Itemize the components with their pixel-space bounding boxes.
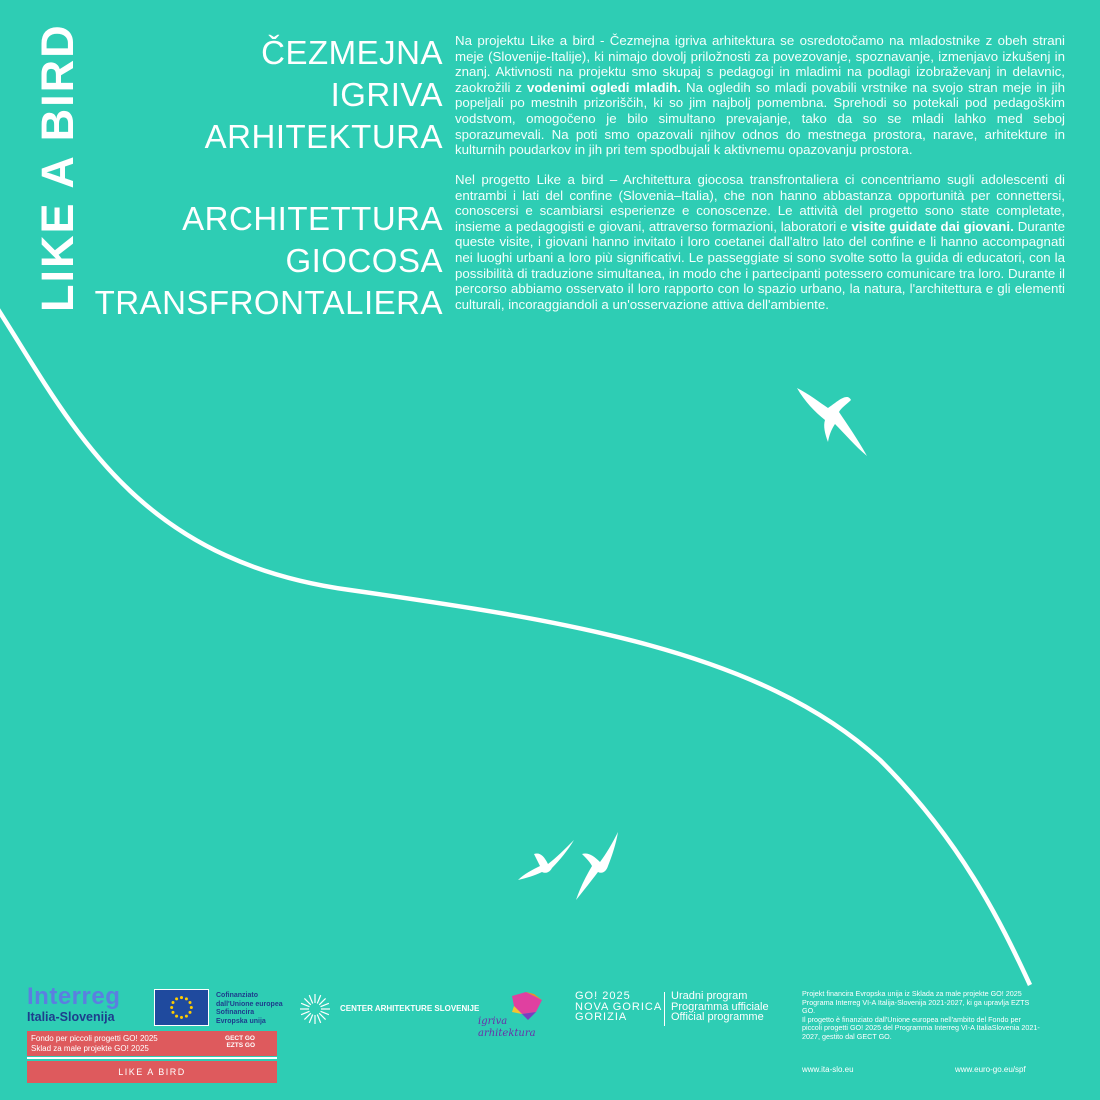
funding-credits [802, 990, 1042, 1042]
heading-it-line-2: GIOCOSA [285, 242, 443, 279]
ezts-line-2: EZTS GO [226, 1042, 255, 1049]
bird-icon [795, 380, 875, 462]
go2025-logo [575, 991, 662, 1023]
para-sl-bold: vodenimi ogledi mladih. [527, 79, 681, 95]
fund-line-2: Sklad za male projekte GO! 2025 [31, 1044, 149, 1053]
euro-go-link[interactable]: www.euro-go.eu/spf [955, 1065, 1026, 1074]
interreg-logo [27, 984, 149, 1024]
eu-line-2: dall'Unione europea [216, 1000, 283, 1008]
credit-italian: Il progetto è finanziato dall'Unione europea nell'ambito del Fondo per piccoli progetti GO! 2025 del Programma Interreg VI-A ItaliaSlovenia 2021-2027, gestito dal GECT GO. [802, 1014, 1040, 1041]
heading-sl-line-1: ČEZMEJNA [261, 34, 443, 71]
ezts-line-1: GECT GO [225, 1035, 255, 1042]
fund-divider [27, 1057, 277, 1059]
interreg-subtitle: Italia-Slovenija [27, 1010, 115, 1024]
go-line-3: GORIZIA [575, 1011, 628, 1023]
credit-slovenian: Projekt financira Evropska unija iz Sklada za male projekte GO! 2025 Programa Interreg VI-A Italija-Slovenija 2021-2027, ki ga upravlja EZTS GO. [802, 989, 1030, 1016]
para-it-bold: visite guidate dai giovani. [851, 218, 1014, 234]
footer [0, 980, 1100, 1100]
sunburst-icon [298, 992, 332, 1026]
eu-cofinancing-label [216, 992, 296, 1026]
program-line-3: Official programme [671, 1011, 764, 1023]
ezts-logo [225, 1035, 255, 1049]
heading-sl-line-2: IGRIVA [330, 76, 443, 113]
para-it-text-1: Nel progetto Like a bird – Architettura giocosa transfrontaliera ci concentriamo sugli adolescenti di entrambi i lati del confine (Slovenia–Italia), che non hanno abbastanza opportunità per connettersi, conoscersi e scambiarsi esperienze e conoscenze. Le attività del progetto sono state completate, insieme a pedagogisti e giovani, attraverso formazioni, laboratori e [455, 172, 1065, 234]
vertical-title: LIKE A BIRD [32, 23, 83, 312]
eu-line-4: Evropska unija [216, 1017, 266, 1025]
svg-text:arhitektura: arhitektura [478, 1028, 536, 1039]
heading-it-line-1: ARCHITETTURA [182, 200, 443, 237]
fund-label-box [27, 1031, 277, 1056]
go-line-2: NOVA GORICA [575, 1000, 663, 1013]
igriva-arhitektura-logo [476, 992, 546, 1042]
heading-sl-line-3: ARHITEKTURA [204, 118, 443, 155]
go-divider [664, 992, 665, 1026]
paragraph-italian [455, 172, 1065, 312]
paragraph-slovenian [455, 33, 1065, 158]
fund-line-1: Fondo per piccoli progetti GO! 2025 [31, 1034, 158, 1043]
bird-icon [570, 830, 622, 902]
eu-flag-icon [154, 989, 209, 1026]
go-line-1: GO! 2025 [575, 990, 631, 1002]
fund-text [31, 1034, 158, 1054]
svg-text:igriva: igriva [478, 1016, 508, 1027]
ita-slo-link[interactable]: www.ita-slo.eu [802, 1065, 854, 1074]
eu-line-3: Sofinancira [216, 1009, 255, 1016]
cas-label: CENTER ARHITEKTURE SLOVENIJE [340, 1004, 480, 1013]
bird-icon [516, 838, 578, 883]
eu-line-1: Cofinanziato [216, 992, 258, 999]
heading-italian [95, 198, 443, 324]
project-label-box: LIKE A BIRD [27, 1061, 277, 1083]
para-sl-text-2: Na ogledih so mladi povabili vrstnike na svojo stran meje in jih popeljali po mestnih prizoriščih, ki so jim najbolj pomembna. Sprehodi so potekali pod pedagoškim vodstvom, omogočeno je bilo simultano prevajanje, tako da so se mladi lahko med seboj sporazumevali. Na poti smo opazovali njihov odnos do mestnega prostora, narave, arhitekture in kulturnih poudarkov in jih pri tem spodbujali k aktivnemu opazovanju prostora. [455, 79, 1065, 158]
official-programme-label [671, 991, 769, 1023]
program-line-2: Programma ufficiale [671, 1000, 769, 1013]
interreg-wordmark: Interreg [27, 983, 121, 1010]
para-sl-text-1: Na projektu Like a bird - Čezmejna igriva arhitektura se osredotočamo na mladostnike z obeh strani meje (Slovenije-Italije), ki nimajo dovolj priložnosti za povezovanje, spoznavanje, izmenjavo izkušenj in znanj. Aktivnosti na projektu smo skupaj s pedagogi in mladimi na podlagi izobraževanj in delavnic, zaokrožili z [455, 33, 1065, 95]
heading-it-line-3: TRANSFRONTALIERA [94, 284, 443, 321]
program-line-1: Uradni program [671, 990, 748, 1002]
heading-slovenian [205, 32, 443, 158]
para-it-text-2: Durante queste visite, i giovani hanno invitato i loro coetanei dall'altro lato del confine e li hanno accompagnati nei luoghi urbani a loro più significativi. Le passeggiate si sono svolte sotto la guida di educatori, con la possibilità di traduzione simultanea, in modo che i partecipanti potessero comunicare tra loro. Durante il percorso abbiamo osservato il loro rapporto con lo spazio urbano, la natura, l'architettura e gli elementi culturali, incoraggiandoli a un'osservazione attiva dell'ambiente. [455, 218, 1066, 312]
